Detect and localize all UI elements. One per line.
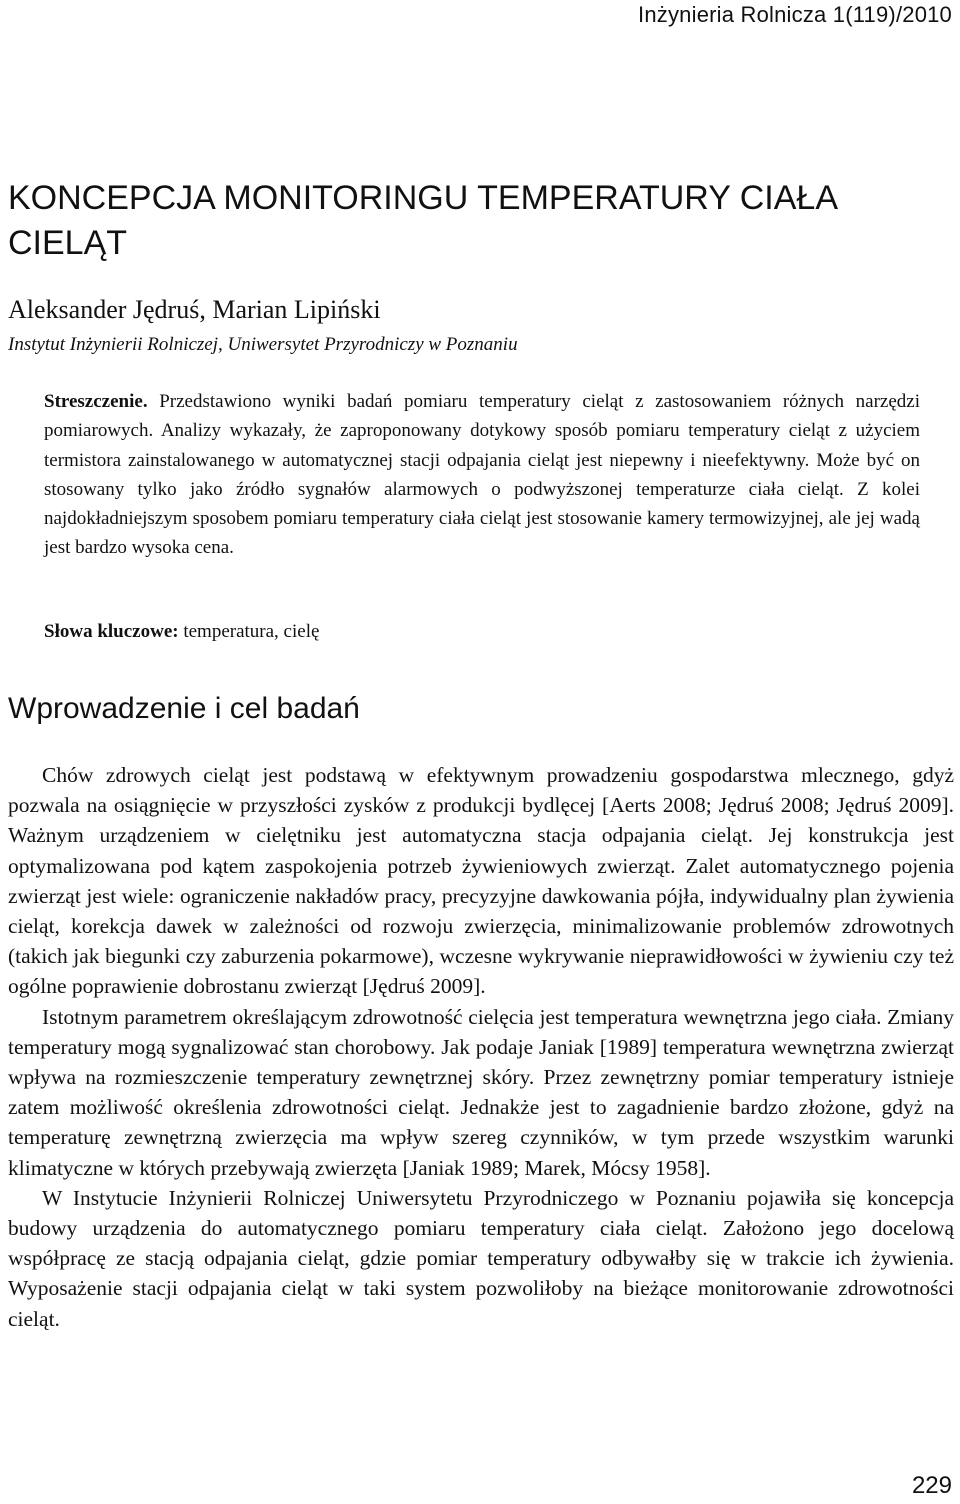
authors: Aleksander Jędruś, Marian Lipiński (8, 295, 381, 324)
body-paragraph: Istotnym parametrem określającym zdrowotność cielęcia jest temperatura wewnętrzna jego ciała. Zmiany temperatury mogą sygnalizować stan chorobowy. Jak podaje Janiak [1989] temperatura wewnętrzna zwierząt wpływa na rozmieszczenie temperatury zewnętrznej skóry. Przez zewnętrzny pomiar temperatury istnieje zatem możliwość określenia zdrowotności cieląt. Jednakże jest to zagadnienie bardzo złożone, gdyż na temperaturę zewnętrzną zwierzęcia ma wpływ szereg czynników, w tym przede wszystkim warunki klimatyczne w których przebywają zwierzęta [Janiak 1989; Marek, Mócsy 1958]. (8, 1004, 954, 1180)
abstract-label: Streszczenie. (44, 391, 148, 412)
affiliation: Instytut Inżynierii Rolniczej, Uniwersytet Przyrodniczy w Poznaniu (8, 334, 518, 355)
keywords-label: Słowa kluczowe: (44, 621, 179, 642)
article-title: KONCEPCJA MONITORINGU TEMPERATURY CIAŁA CIELĄT (8, 179, 837, 262)
body-text (8, 760, 954, 1334)
abstract (44, 387, 920, 563)
keywords (44, 621, 319, 643)
page-number: 229 (911, 1472, 952, 1499)
body-paragraph: Chów zdrowych cieląt jest podstawą w efektywnym prowadzeniu gospodarstwa mlecznego, gdyż pozwala na osiągnięcie w przyszłości zysków z produkcji bydlęcej [Aerts 2008; Jędruś 2008; Jędruś 2009]. Ważnym urządzeniem w cielętniku jest automatyczna stacja odpajania cieląt. Jej konstrukcja jest optymalizowana pod kątem zaspokojenia potrzeb żywieniowych zwierząt. Zalet automatycznego pojenia zwierząt jest wiele: ograniczenie nakładów pracy, precyzyjne dawkowania pójła, indywidualny plan żywienia cieląt, korekcja dawek w zależności od rozwoju zwierzęcia, minimalizowanie problemów zdrowotnych (takich jak biegunki czy zaburzenia pokarmowe), wczesne wykrywanie nieprawidłowości w żywieniu czy też ogólne poprawienie dobrostanu zwierząt [Jędruś 2009]. (8, 763, 954, 999)
abstract-text: Przedstawiono wyniki badań pomiaru temperatury cieląt z zastosowaniem różnych narzędzi pomiarowych. Analizy wykazały, że zaproponowany dotykowy sposób pomiaru temperatury cieląt z użyciem termistora zainstalowanego w automatycznej stacji odpajania cieląt jest niepewny i nieefektywny. Może być on stosowany tylko jako źródło sygnałów alarmowych o podwyższonej temperaturze ciała cieląt. Z kolei najdokładniejszym sposobem pomiaru temperatury ciała cieląt jest stosowanie kamery termowizyjnej, ale jej wadą jest bardzo wysoka cena. (44, 391, 920, 559)
body-paragraph: W Instytucie Inżynierii Rolniczej Uniwersytetu Przyrodniczego w Poznaniu pojawiła się koncepcja budowy urządzenia do automatycznego pomiaru temperatury ciała cieląt. Założono jego docelową współpracę ze stacją odpajania cieląt, gdzie pomiar temperatury odbywałby się w trakcie ich żywienia. Wyposażenie stacji odpajania cieląt w taki system pozwoliłoby na bieżące monitorowanie zdrowotności cieląt. (8, 1185, 954, 1331)
section-heading: Wprowadzenie i cel badań (8, 692, 360, 725)
journal-header: Inżynieria Rolnicza 1(119)/2010 (638, 2, 952, 27)
keywords-text: temperatura, cielę (183, 621, 320, 642)
